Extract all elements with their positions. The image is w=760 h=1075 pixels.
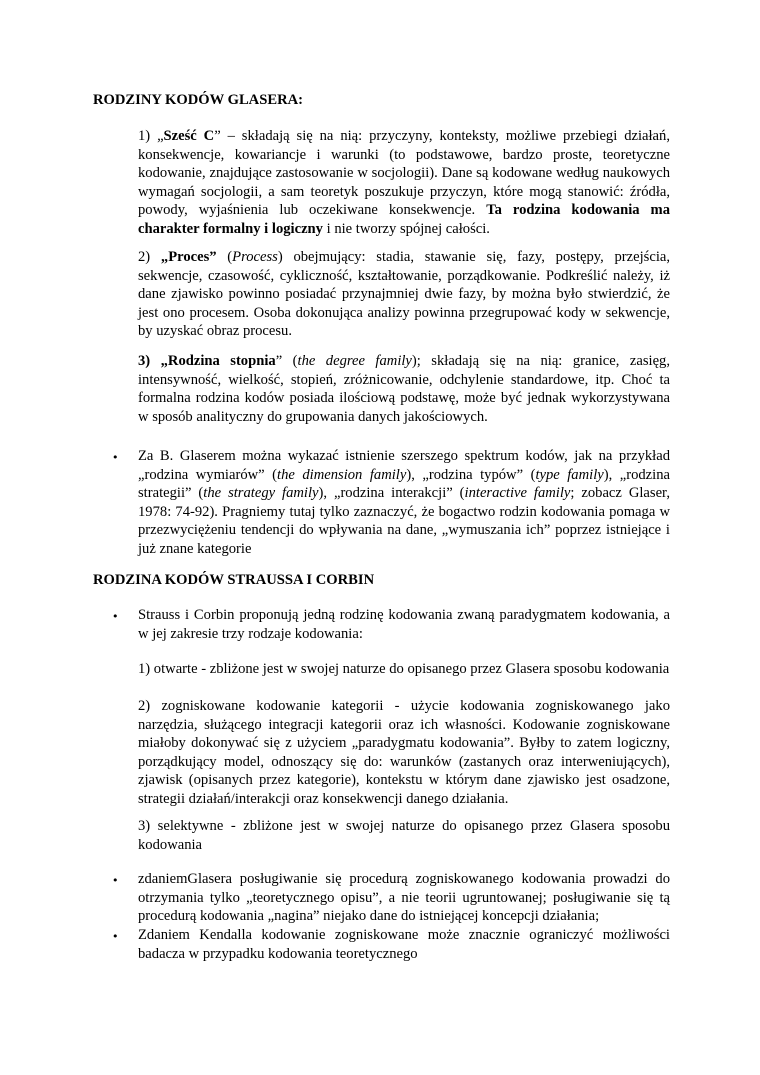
quote-close: ” (214, 128, 221, 144)
bullet-text: ), „rodzina strategii” ( (138, 466, 670, 502)
coding-type-open: 1) otwarte - zbliżone jest w swojej naturze do opisanego przez Glasera sposobu kodowania (138, 661, 670, 677)
quote-close: ” (275, 353, 283, 369)
coding-type-selective: 3) selektywne - zbliżone jest w swojej naturze do opisanego przez Glasera sposobu kodowania (138, 818, 670, 853)
quote-open: „ (157, 128, 164, 144)
term-degree-family: the degree family (297, 353, 412, 369)
item-number: 2) (138, 249, 161, 265)
glaser-item-process (138, 248, 670, 341)
item-text: ) obejmujący: stadia, stawanie się, fazy, postępy, przejścia, sekwencje, czasowość, cykliczność, kształtowanie, porządkowanie. Podkreślić należy, iż dane zjawisko powinno posiadać przynajmniej dwie fazy, by można było stwierdzić, że jest ono procesem. Osoba dokonująca analizy powinna przegrupować kody w sekwencje, by uzyskać obraz procesu. (138, 249, 671, 340)
bullet-text: ), „rodzina typów” ( (406, 466, 536, 483)
section-heading-strauss-corbin: RODZINA KODÓW STRAUSSA I CORBIN (93, 572, 375, 588)
bullet-icon: • (112, 451, 119, 464)
bullet-icon: • (112, 610, 119, 623)
bullet-text: ; zobacz Glaser, 1978: 74-92). Pragniemy tutaj tylko zaznaczyć, że bogactwo rodzin kodowania pomaga w przezwyciężeniu tendencji do wpływania na dane, „wymuszania ich” poprzez istniejące i już znane kategorie (138, 485, 670, 557)
term-process-en: Process (232, 249, 278, 265)
kendall-critique-bullet: Zdaniem Kendalla kodowanie zogniskowane może znacznie ograniczyć możliwości badacza w przypadku kodowania teoretycznego (138, 927, 670, 962)
glaser-item-degree (138, 352, 670, 426)
item-text-end: i nie tworzy spójnej całości. (322, 220, 490, 237)
item-text: ); składają się na nią: granice, zasięg, intensywność, wielkość, stopień, zróżnicowanie, odchylenie standardowe, itp. Choć ta formalna rodzina kodów posiada ilościową podstawę, może być jednak wykorzystywana w sposób analityczny do grupowania danych jakościowych. (138, 353, 670, 425)
term-dimension-family: the dimension family (277, 466, 407, 483)
term-strategy-family: the strategy family (203, 485, 319, 502)
bold-statement: Ta rodzina kodowania ma charakter formalny i logiczny (138, 202, 670, 237)
bullet-icon: • (112, 930, 119, 943)
paren-open: ( (282, 353, 298, 369)
strauss-bullet-paradigm: Strauss i Corbin proponują jedną rodzinę kodowania zwaną paradygmatem kodowania, a w jej zakresie trzy rodzaje kodowania: (138, 607, 670, 642)
bullet-icon: • (112, 874, 119, 887)
bullet-text: Za B. Glaserem można wykazać istnienie szerszego spektrum kodów, jak na przykład „rodzina wymiarów” ( (138, 448, 670, 483)
glaser-critique-bullet: zdaniemGlasera posługiwanie się procedurą zogniskowanego kodowania prowadzi do otrzymania tylko „teoretycznego opisu”, a nie teorii ugruntowanej; posługiwanie się tą procedurą kodowania „nagina” niejako dane do istniejącej koncepcji działania; (138, 871, 670, 925)
glaser-item-six-c (138, 127, 670, 239)
bullet-text: ), „rodzina interakcji” ( (318, 485, 465, 502)
term-proces: „Proces” (160, 249, 217, 265)
item-text: – składają się na nią: przyczyny, konteksty, możliwe przebiegi działań, konsekwencje, kowariancje i warunki (to podstawowe, bardzo proste, teoretyczne kodowanie, znajdujące zastosowanie w socjologii). Dane są kodowane według naukowych wymagań socjologii, a sam teoretyk poszukuje przyczyn, które mogą stanowić: źródła, powody, wyjaśnienia lub oczekiwane konsekwencje. (138, 128, 670, 219)
section-heading-glaser: RODZINY KODÓW GLASERA: (93, 92, 304, 108)
item-number: 1) (138, 128, 158, 144)
glaser-bullet-spectrum (138, 447, 670, 559)
term-szesc-c: Sześć C (163, 128, 215, 144)
paren-open: ( (216, 249, 233, 265)
term-rodzina-stopnia: 3) „Rodzina stopnia (138, 353, 276, 369)
term-interactive-family: interactive family (464, 485, 571, 502)
coding-type-focused: 2) zogniskowane kodowanie kategorii - użycie kodowania zogniskowanego jako narzędzia, służącego integracji kategorii oraz ich własności. Kodowanie zogniskowane miałoby dokonywać się z użyciem „paradygmatu kodowania”. Byłby to zatem logiczny, porządkujący model, odnoszący się do: warunków (zastanych oraz interweniujących), zjawisk (opisanych przez kategorie), kontekstu w którym dane zjawisko jest osadzone, strategii działań/interakcji oraz konsekwencji danego działania. (138, 698, 670, 807)
term-type-family: type family (535, 466, 604, 483)
